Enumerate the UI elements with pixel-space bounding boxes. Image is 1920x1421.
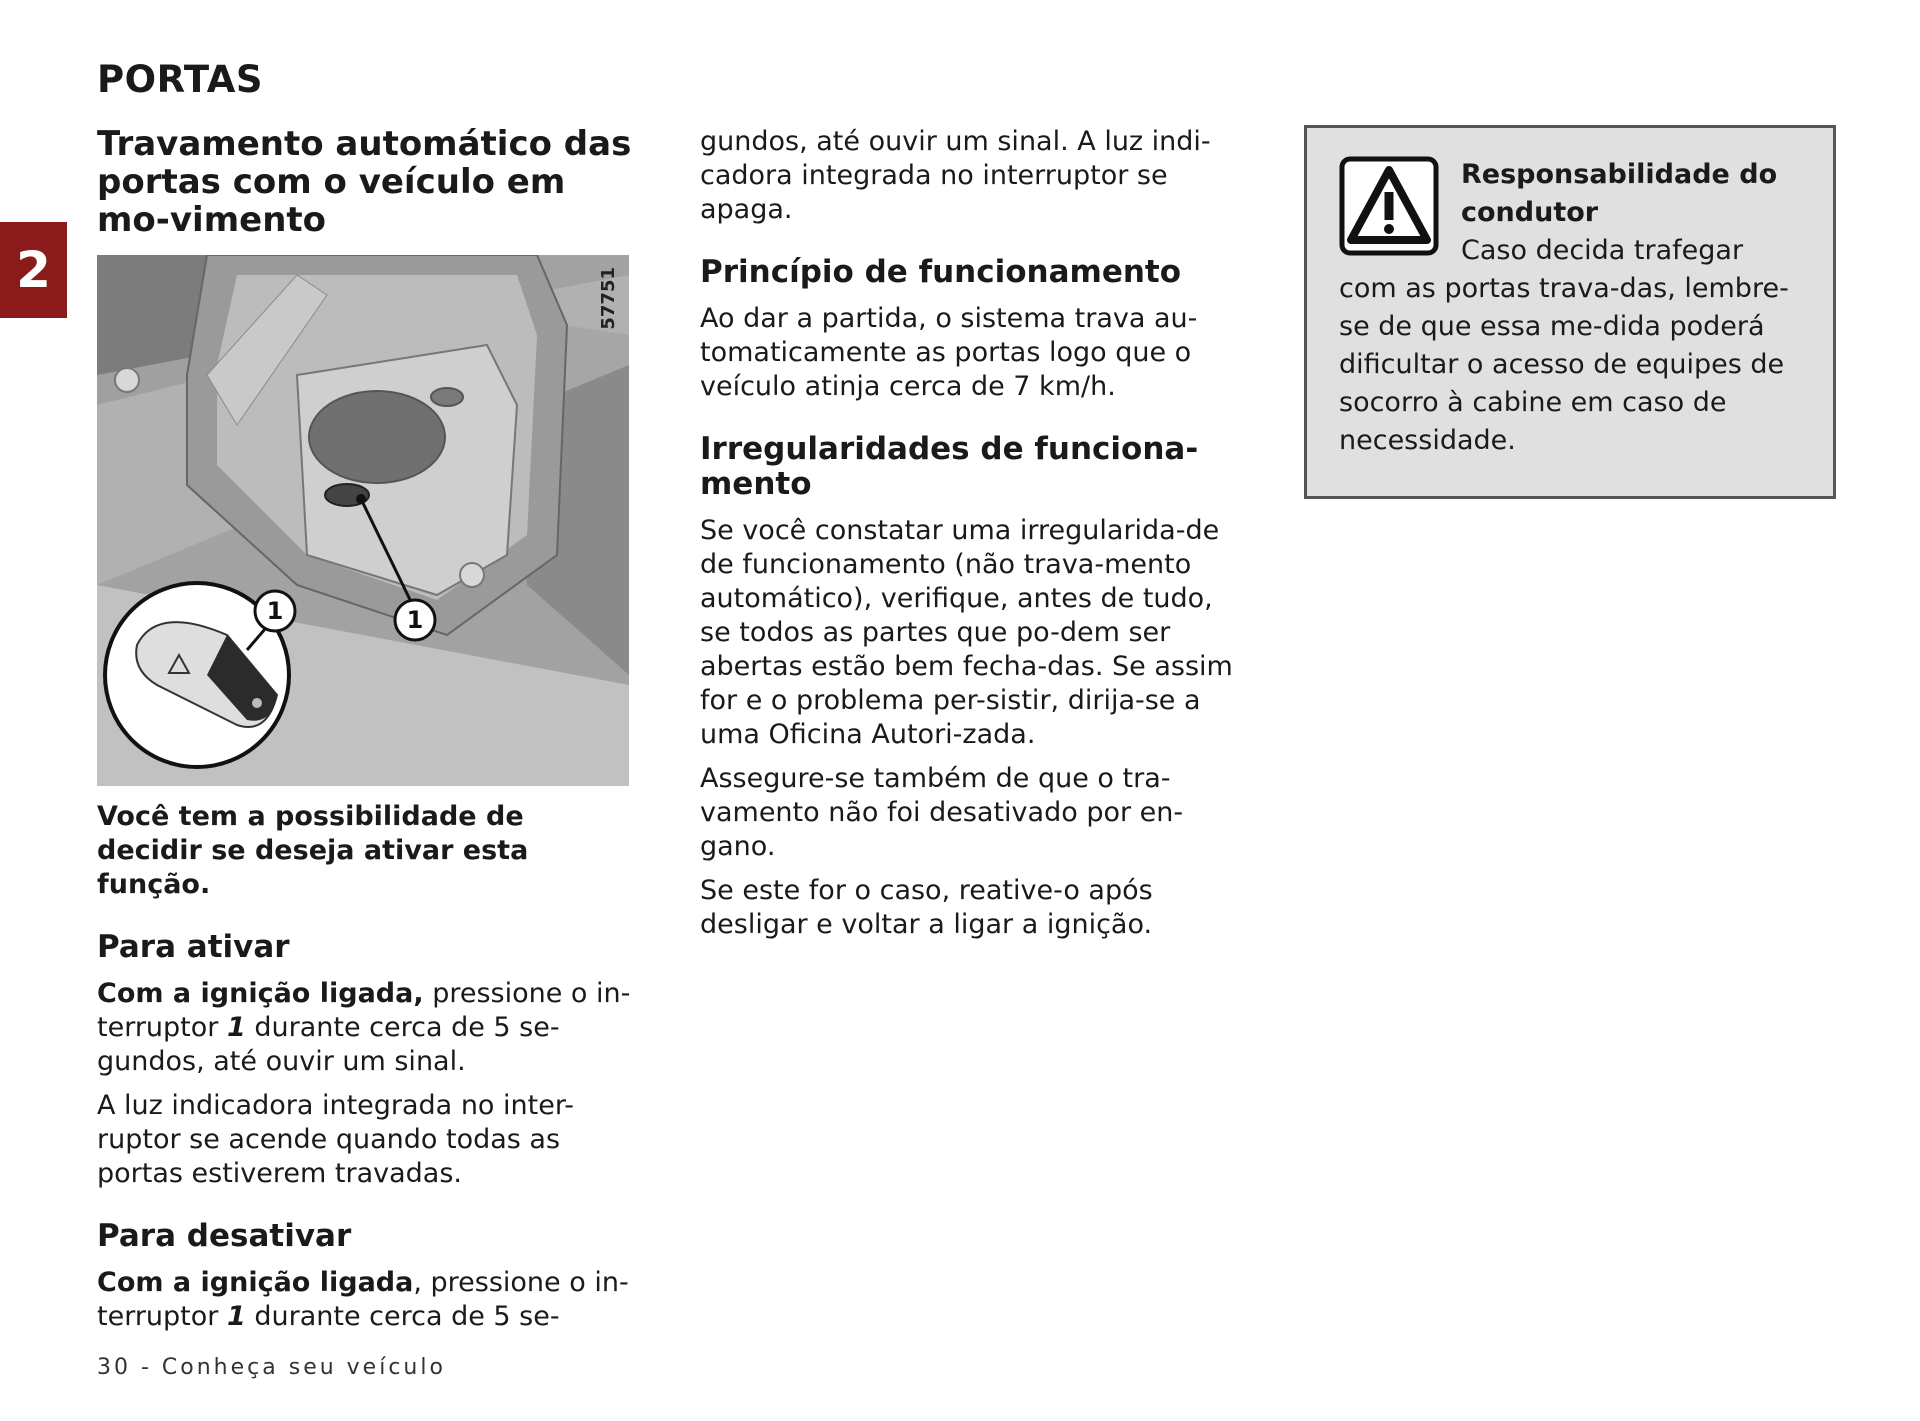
chapter-tab: 2	[0, 222, 67, 318]
warning-title: Responsabilidade do condutor	[1461, 159, 1778, 228]
figure-code: 57751	[598, 267, 619, 330]
page-footer: 30 - Conheça seu veículo	[97, 1355, 446, 1380]
callout-label-main: 1	[406, 606, 424, 634]
callout-label-inset: 1	[266, 597, 284, 625]
deactivate-paragraph	[97, 1266, 637, 1334]
activate-paragraph	[97, 977, 637, 1079]
activate-heading: Para ativar	[97, 929, 290, 965]
activate-ref: 1	[226, 1012, 246, 1043]
switch-illustration	[97, 255, 629, 786]
deactivate-text-b: durante cerca de 5 se-	[245, 1301, 560, 1332]
overhead-console-drawing	[97, 255, 629, 786]
principle-text: Ao dar a partida, o sistema trava au-tomaticamente as portas logo que o veículo atinja cerca de 7 km/h.	[700, 303, 1198, 402]
activate-text-b: durante cerca de 5 se-gundos, até ouvir um sinal.	[97, 1012, 560, 1077]
deactivate-bold: Com a ignição ligada	[97, 1267, 414, 1298]
section-title: PORTAS	[97, 58, 264, 101]
activate-indicator-text: A luz indicadora integrada no inter-ruptor se acende quando todas as portas estiverem travadas.	[97, 1090, 574, 1189]
lead-text: Você tem a possibilidade de decidir se deseja ativar esta função.	[97, 801, 529, 900]
irregular-text-2: Assegure-se também de que o tra-vamento não foi desativado por en-gano.	[700, 763, 1184, 862]
irregular-text-1: Se você constatar uma irregularida-de de funcionamento (não trava-mento automático), verifique, antes de tudo, se todos as partes que po-dem ser abertas estão bem fecha-das. Se assim for e o problema per-sistir, dirija-se a uma Oficina Autori-zada.	[700, 515, 1233, 750]
warning-text: Caso decida trafegar com as portas trava-das, lembre-se de que essa me-dida poderá dificultar o acesso de equipes de socorro à cabine em caso de necessidade.	[1339, 235, 1789, 456]
continuation-text: gundos, até ouvir um sinal. A luz indi-cadora integrada no interruptor se apaga.	[700, 126, 1211, 225]
irregular-text-3: Se este for o caso, reative-o após desligar e voltar a ligar a ignição.	[700, 875, 1153, 940]
column-left	[97, 125, 637, 1344]
warning-box	[1304, 125, 1836, 499]
main-heading: Travamento automático das portas com o veículo em mo-vimento	[97, 124, 632, 240]
deactivate-heading: Para desativar	[97, 1218, 352, 1254]
deactivate-text-a: , pressione o in-terruptor	[97, 1267, 629, 1332]
deactivate-ref: 1	[226, 1301, 246, 1332]
activate-text-a: pressione o in-terruptor	[97, 978, 631, 1043]
principle-heading: Princípio de funcionamento	[700, 254, 1182, 290]
warning-triangle-icon	[1339, 156, 1439, 256]
irregular-heading: Irregularidades de funciona-mento	[700, 431, 1199, 502]
activate-bold: Com a ignição ligada,	[97, 978, 424, 1009]
column-middle	[700, 125, 1240, 952]
